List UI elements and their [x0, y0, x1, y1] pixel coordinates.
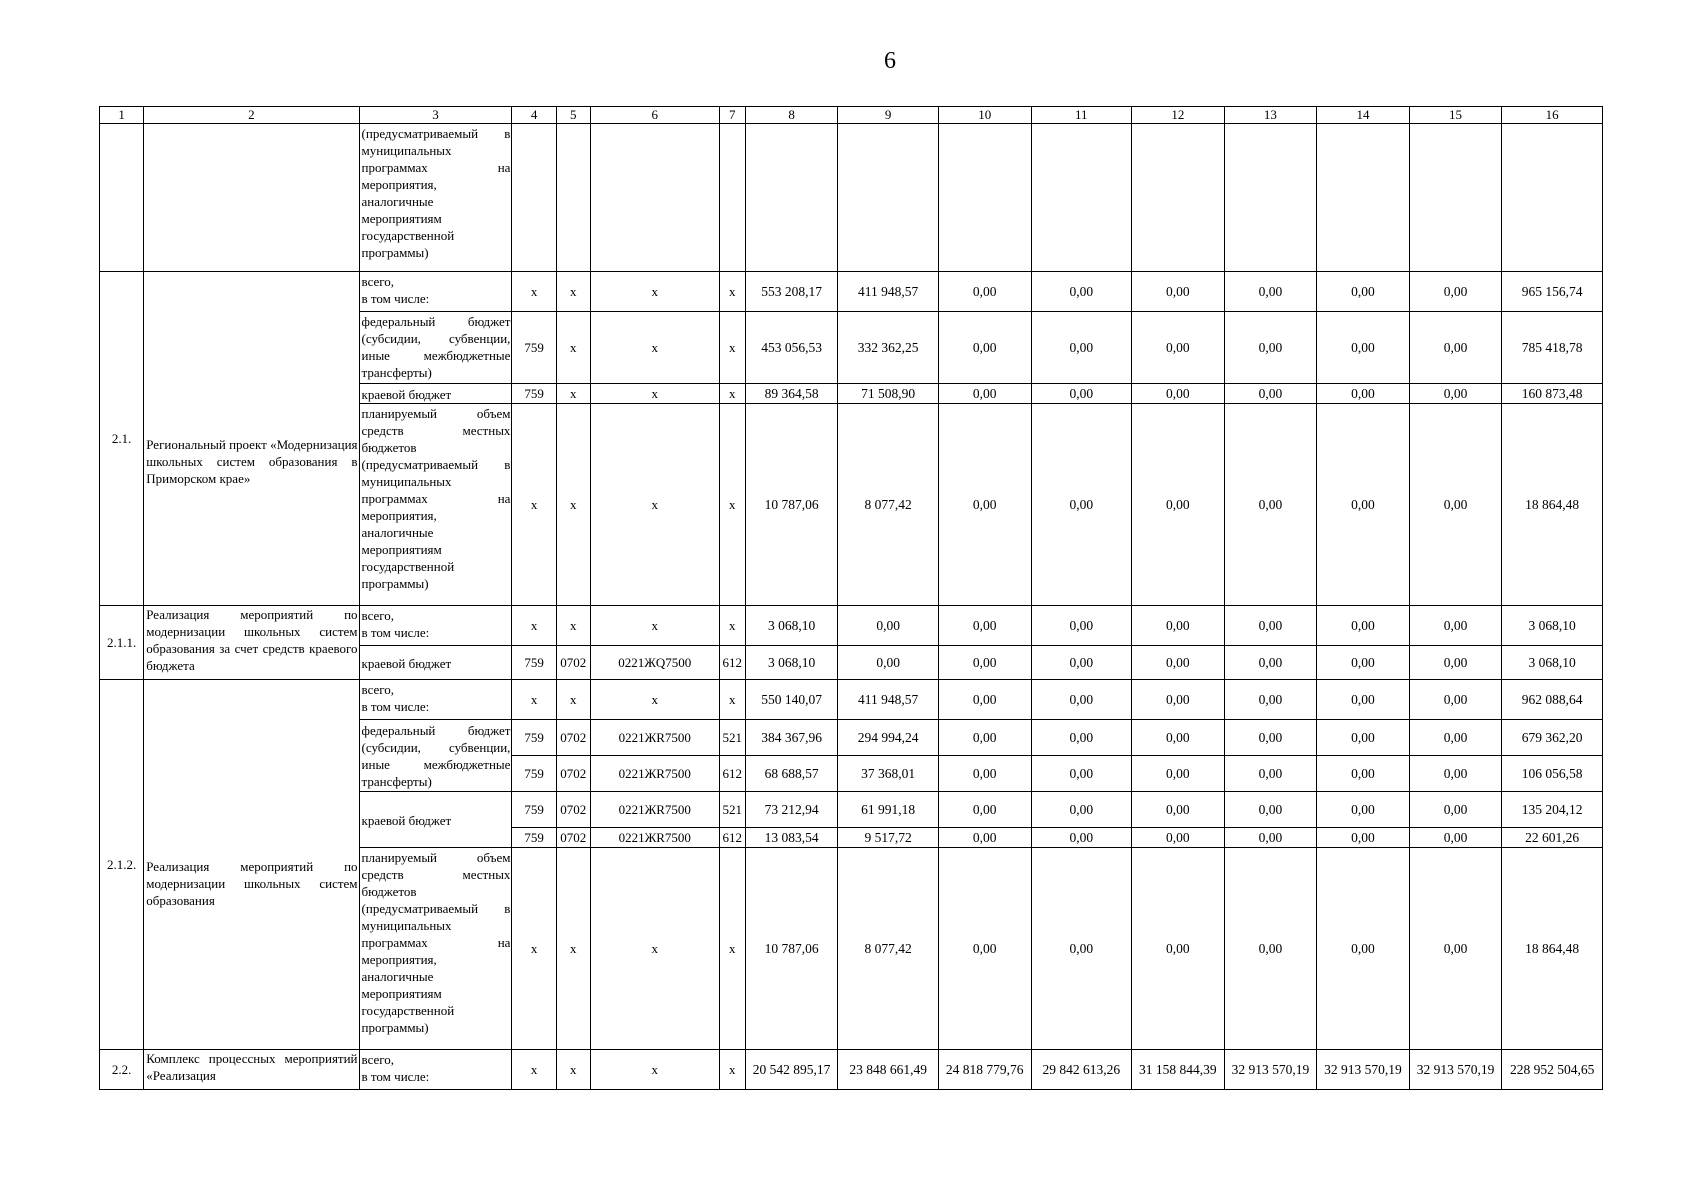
- amount-col-13: 0,00: [1224, 828, 1317, 848]
- amount-col-12: 0,00: [1132, 646, 1225, 680]
- funding-source: [359, 1050, 512, 1090]
- amount-col-9: 37 368,01: [838, 756, 939, 792]
- grbs-code: 759: [512, 828, 556, 848]
- funding-source-text: (предусматриваемый в муниципальных программах на мероприятия, аналогичные мероприятиям государственной программы): [361, 126, 511, 260]
- table-row: [100, 124, 1603, 272]
- row-name: Реализация мероприятий по модернизации школьных систем образования за счет средств краевого бюджета: [144, 606, 359, 680]
- section-code: x: [556, 272, 590, 312]
- amount-col-16: 679 362,20: [1502, 720, 1603, 756]
- funding-source: [359, 312, 512, 384]
- column-number-10: 10: [938, 107, 1031, 124]
- funding-source-text: планируемый объем средств местных бюджетов (предусматриваемый в муниципальных программах на мероприятия, аналогичные мероприятиям государственной программы): [361, 406, 511, 591]
- grbs-code: x: [512, 606, 556, 646]
- amount-col-11: 0,00: [1031, 606, 1132, 646]
- funding-source-text: всего,: [361, 608, 395, 623]
- amount-col-11: 0,00: [1031, 756, 1132, 792]
- amount-col-15: 0,00: [1409, 756, 1502, 792]
- amount-col-8: 384 367,96: [745, 720, 838, 756]
- column-number-7: 7: [719, 107, 745, 124]
- section-code: 0702: [556, 756, 590, 792]
- column-number-6: 6: [590, 107, 719, 124]
- amount-col-15: 0,00: [1409, 828, 1502, 848]
- section-code: x: [556, 404, 590, 606]
- section-code: 0702: [556, 646, 590, 680]
- amount-col-12: 0,00: [1132, 680, 1225, 720]
- funding-source: [359, 792, 512, 848]
- grbs-code: x: [512, 404, 556, 606]
- amount-col-8: 73 212,94: [745, 792, 838, 828]
- table-row: [100, 272, 1603, 312]
- column-number-13: 13: [1224, 107, 1317, 124]
- page-number: 6: [884, 48, 896, 74]
- target-article-code: 0221ЖQ7500: [590, 646, 719, 680]
- amount-col-8: 553 208,17: [745, 272, 838, 312]
- amount-col-11: [1031, 124, 1132, 272]
- section-code: x: [556, 680, 590, 720]
- grbs-code: 759: [512, 384, 556, 404]
- amount-col-16: 22 601,26: [1502, 828, 1603, 848]
- target-article-code: x: [590, 384, 719, 404]
- amount-col-14: [1317, 124, 1410, 272]
- amount-col-10: 0,00: [938, 680, 1031, 720]
- amount-col-14: 0,00: [1317, 312, 1410, 384]
- budget-table: [99, 106, 1603, 1090]
- amount-col-11: 0,00: [1031, 312, 1132, 384]
- amount-col-16: 18 864,48: [1502, 848, 1603, 1050]
- amount-col-13: 0,00: [1224, 680, 1317, 720]
- amount-col-8: 550 140,07: [745, 680, 838, 720]
- target-article-code: 0221ЖR7500: [590, 720, 719, 756]
- target-article-code: x: [590, 312, 719, 384]
- amount-col-9: 8 077,42: [838, 404, 939, 606]
- grbs-code: x: [512, 680, 556, 720]
- amount-col-8: 453 056,53: [745, 312, 838, 384]
- section-code: x: [556, 606, 590, 646]
- amount-col-11: 0,00: [1031, 680, 1132, 720]
- column-number-11: 11: [1031, 107, 1132, 124]
- section-code: x: [556, 848, 590, 1050]
- amount-col-12: 0,00: [1132, 720, 1225, 756]
- amount-col-14: 0,00: [1317, 680, 1410, 720]
- amount-col-12: 0,00: [1132, 384, 1225, 404]
- amount-col-13: 0,00: [1224, 792, 1317, 828]
- target-article-code: 0221ЖR7500: [590, 828, 719, 848]
- row-id: [100, 124, 144, 272]
- amount-col-16: 3 068,10: [1502, 646, 1603, 680]
- column-number-15: 15: [1409, 107, 1502, 124]
- amount-col-12: 0,00: [1132, 272, 1225, 312]
- amount-col-16: 785 418,78: [1502, 312, 1603, 384]
- target-article-code: 0221ЖR7500: [590, 756, 719, 792]
- grbs-code: 759: [512, 792, 556, 828]
- row-id: 2.1.: [100, 272, 144, 606]
- column-number-8: 8: [745, 107, 838, 124]
- amount-col-10: 0,00: [938, 384, 1031, 404]
- amount-col-10: 0,00: [938, 848, 1031, 1050]
- grbs-code: 759: [512, 756, 556, 792]
- section-code: x: [556, 312, 590, 384]
- amount-col-8: 3 068,10: [745, 606, 838, 646]
- amount-col-15: 0,00: [1409, 404, 1502, 606]
- target-article-code: x: [590, 680, 719, 720]
- funding-source: [359, 606, 512, 646]
- amount-col-14: 0,00: [1317, 828, 1410, 848]
- amount-col-14: 0,00: [1317, 792, 1410, 828]
- amount-col-14: 0,00: [1317, 756, 1410, 792]
- amount-col-10: 0,00: [938, 312, 1031, 384]
- amount-col-8: 10 787,06: [745, 404, 838, 606]
- row-name: Региональный проект «Модернизация школьных систем образования в Приморском крае»: [144, 272, 359, 606]
- funding-source: [359, 384, 512, 404]
- amount-col-13: 0,00: [1224, 606, 1317, 646]
- amount-col-15: 0,00: [1409, 312, 1502, 384]
- funding-source: [359, 680, 512, 720]
- expense-type-code: 521: [719, 720, 745, 756]
- grbs-code: x: [512, 272, 556, 312]
- expense-type-code: [719, 124, 745, 272]
- amount-col-14: 0,00: [1317, 404, 1410, 606]
- column-number-14: 14: [1317, 107, 1410, 124]
- row-id: 2.1.2.: [100, 680, 144, 1050]
- column-number-12: 12: [1132, 107, 1225, 124]
- amount-col-11: 0,00: [1031, 828, 1132, 848]
- expense-type-code: 612: [719, 646, 745, 680]
- amount-col-15: 0,00: [1409, 606, 1502, 646]
- amount-col-8: 68 688,57: [745, 756, 838, 792]
- amount-col-16: 160 873,48: [1502, 384, 1603, 404]
- expense-type-code: x: [719, 848, 745, 1050]
- funding-source: [359, 404, 512, 606]
- amount-col-11: 0,00: [1031, 792, 1132, 828]
- funding-source-text: федеральный бюджет (субсидии, субвенции, иные межбюджетные трансферты): [361, 723, 511, 789]
- amount-col-9: 8 077,42: [838, 848, 939, 1050]
- funding-source-text: краевой бюджет: [361, 812, 452, 828]
- column-number-9: 9: [838, 107, 939, 124]
- amount-col-9: [838, 124, 939, 272]
- amount-col-9: 332 362,25: [838, 312, 939, 384]
- amount-col-10: 0,00: [938, 828, 1031, 848]
- amount-col-15: 32 913 570,19: [1409, 1050, 1502, 1090]
- amount-col-13: 0,00: [1224, 720, 1317, 756]
- expense-type-code: 521: [719, 792, 745, 828]
- amount-col-12: 0,00: [1132, 828, 1225, 848]
- amount-col-13: 0,00: [1224, 404, 1317, 606]
- expense-type-code: 612: [719, 828, 745, 848]
- amount-col-9: 0,00: [838, 646, 939, 680]
- amount-col-11: 0,00: [1031, 272, 1132, 312]
- amount-col-9: 23 848 661,49: [838, 1050, 939, 1090]
- funding-source-text: федеральный бюджет (субсидии, субвенции, иные межбюджетные трансферты): [361, 314, 511, 380]
- funding-source-text: в том числе:: [361, 291, 430, 306]
- expense-type-code: x: [719, 312, 745, 384]
- amount-col-11: 0,00: [1031, 384, 1132, 404]
- amount-col-15: 0,00: [1409, 272, 1502, 312]
- amount-col-16: 106 056,58: [1502, 756, 1603, 792]
- table-row: [100, 606, 1603, 646]
- funding-source-text: всего,: [361, 274, 395, 289]
- grbs-code: x: [512, 1050, 556, 1090]
- section-code: 0702: [556, 720, 590, 756]
- expense-type-code: x: [719, 384, 745, 404]
- column-number-4: 4: [512, 107, 556, 124]
- row-id: 2.2.: [100, 1050, 144, 1090]
- section-code: [556, 124, 590, 272]
- target-article-code: x: [590, 272, 719, 312]
- amount-col-13: 0,00: [1224, 848, 1317, 1050]
- amount-col-10: 0,00: [938, 404, 1031, 606]
- row-name: Комплекс процессных мероприятий «Реализация: [144, 1050, 359, 1090]
- grbs-code: [512, 124, 556, 272]
- table-row: [100, 680, 1603, 720]
- funding-source-text: в том числе:: [361, 1069, 430, 1084]
- grbs-code: 759: [512, 646, 556, 680]
- amount-col-14: 32 913 570,19: [1317, 1050, 1410, 1090]
- amount-col-9: 411 948,57: [838, 272, 939, 312]
- amount-col-15: 0,00: [1409, 384, 1502, 404]
- amount-col-16: [1502, 124, 1603, 272]
- row-name: [144, 124, 359, 272]
- column-number-2: 2: [144, 107, 359, 124]
- amount-col-15: 0,00: [1409, 720, 1502, 756]
- funding-source: [359, 646, 512, 680]
- amount-col-9: 294 994,24: [838, 720, 939, 756]
- amount-col-10: 24 818 779,76: [938, 1050, 1031, 1090]
- amount-col-14: 0,00: [1317, 272, 1410, 312]
- amount-col-16: 228 952 504,65: [1502, 1050, 1603, 1090]
- amount-col-8: 20 542 895,17: [745, 1050, 838, 1090]
- amount-col-15: 0,00: [1409, 646, 1502, 680]
- target-article-code: x: [590, 1050, 719, 1090]
- amount-col-13: [1224, 124, 1317, 272]
- amount-col-14: 0,00: [1317, 646, 1410, 680]
- grbs-code: 759: [512, 312, 556, 384]
- amount-col-15: 0,00: [1409, 792, 1502, 828]
- table-body: [100, 107, 1603, 1090]
- grbs-code: x: [512, 848, 556, 1050]
- column-number-5: 5: [556, 107, 590, 124]
- target-article-code: x: [590, 848, 719, 1050]
- amount-col-10: 0,00: [938, 756, 1031, 792]
- amount-col-16: 962 088,64: [1502, 680, 1603, 720]
- amount-col-10: 0,00: [938, 606, 1031, 646]
- column-number-1: 1: [100, 107, 144, 124]
- amount-col-9: 61 991,18: [838, 792, 939, 828]
- section-code: 0702: [556, 792, 590, 828]
- expense-type-code: x: [719, 606, 745, 646]
- funding-source: [359, 720, 512, 792]
- amount-col-16: 18 864,48: [1502, 404, 1603, 606]
- amount-col-12: 0,00: [1132, 756, 1225, 792]
- amount-col-9: 0,00: [838, 606, 939, 646]
- funding-source-text: всего,: [361, 682, 395, 697]
- expense-type-code: x: [719, 272, 745, 312]
- amount-col-16: 135 204,12: [1502, 792, 1603, 828]
- funding-source-text: планируемый объем средств местных бюджетов (предусматриваемый в муниципальных программах на мероприятия, аналогичные мероприятиям государственной программы): [361, 850, 511, 1035]
- funding-source-text: в том числе:: [361, 699, 430, 714]
- header-row: [100, 107, 1603, 124]
- amount-col-10: 0,00: [938, 272, 1031, 312]
- funding-source-text: краевой бюджет: [361, 655, 452, 671]
- amount-col-12: 0,00: [1132, 792, 1225, 828]
- amount-col-10: 0,00: [938, 720, 1031, 756]
- amount-col-12: 0,00: [1132, 606, 1225, 646]
- amount-col-16: 965 156,74: [1502, 272, 1603, 312]
- expense-type-code: x: [719, 1050, 745, 1090]
- amount-col-16: 3 068,10: [1502, 606, 1603, 646]
- target-article-code: x: [590, 606, 719, 646]
- amount-col-10: [938, 124, 1031, 272]
- funding-source-text: краевой бюджет: [361, 386, 452, 402]
- amount-col-11: 0,00: [1031, 848, 1132, 1050]
- amount-col-13: 0,00: [1224, 756, 1317, 792]
- amount-col-14: 0,00: [1317, 606, 1410, 646]
- section-code: 0702: [556, 828, 590, 848]
- amount-col-15: [1409, 124, 1502, 272]
- amount-col-8: 89 364,58: [745, 384, 838, 404]
- target-article-code: [590, 124, 719, 272]
- amount-col-8: 3 068,10: [745, 646, 838, 680]
- funding-source: [359, 848, 512, 1050]
- funding-source: [359, 124, 512, 272]
- amount-col-11: 0,00: [1031, 404, 1132, 606]
- amount-col-8: 10 787,06: [745, 848, 838, 1050]
- amount-col-10: 0,00: [938, 646, 1031, 680]
- funding-source: [359, 272, 512, 312]
- amount-col-9: 411 948,57: [838, 680, 939, 720]
- amount-col-12: 0,00: [1132, 312, 1225, 384]
- target-article-code: x: [590, 404, 719, 606]
- amount-col-11: 0,00: [1031, 646, 1132, 680]
- section-code: x: [556, 1050, 590, 1090]
- amount-col-12: 31 158 844,39: [1132, 1050, 1225, 1090]
- amount-col-8: 13 083,54: [745, 828, 838, 848]
- amount-col-13: 0,00: [1224, 384, 1317, 404]
- amount-col-13: 32 913 570,19: [1224, 1050, 1317, 1090]
- amount-col-12: 0,00: [1132, 404, 1225, 606]
- amount-col-9: 9 517,72: [838, 828, 939, 848]
- expense-type-code: 612: [719, 756, 745, 792]
- amount-col-12: 0,00: [1132, 848, 1225, 1050]
- funding-source-text: всего,: [361, 1052, 395, 1067]
- amount-col-9: 71 508,90: [838, 384, 939, 404]
- amount-col-13: 0,00: [1224, 272, 1317, 312]
- amount-col-14: 0,00: [1317, 848, 1410, 1050]
- funding-source-text: в том числе:: [361, 625, 430, 640]
- grbs-code: 759: [512, 720, 556, 756]
- column-number-16: 16: [1502, 107, 1603, 124]
- amount-col-11: 29 842 613,26: [1031, 1050, 1132, 1090]
- amount-col-12: [1132, 124, 1225, 272]
- row-name: Реализация мероприятий по модернизации школьных систем образования: [144, 680, 359, 1050]
- amount-col-13: 0,00: [1224, 312, 1317, 384]
- expense-type-code: x: [719, 404, 745, 606]
- target-article-code: 0221ЖR7500: [590, 792, 719, 828]
- amount-col-14: 0,00: [1317, 720, 1410, 756]
- amount-col-15: 0,00: [1409, 848, 1502, 1050]
- row-id: 2.1.1.: [100, 606, 144, 680]
- amount-col-8: [745, 124, 838, 272]
- amount-col-11: 0,00: [1031, 720, 1132, 756]
- amount-col-14: 0,00: [1317, 384, 1410, 404]
- table-row: [100, 1050, 1603, 1090]
- section-code: x: [556, 384, 590, 404]
- column-number-3: 3: [359, 107, 512, 124]
- expense-type-code: x: [719, 680, 745, 720]
- amount-col-10: 0,00: [938, 792, 1031, 828]
- amount-col-13: 0,00: [1224, 646, 1317, 680]
- amount-col-15: 0,00: [1409, 680, 1502, 720]
